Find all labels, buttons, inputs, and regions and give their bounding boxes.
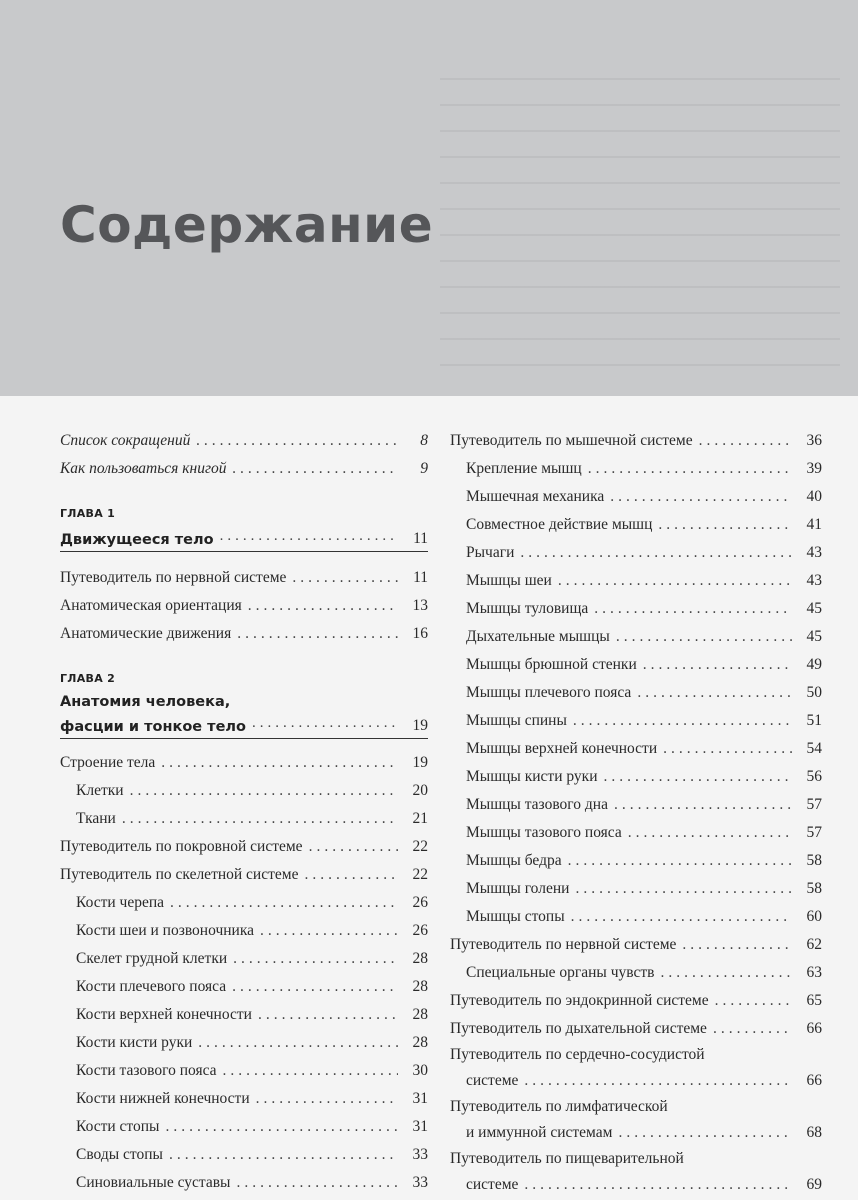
toc-entry[interactable]: Мышцы тазового пояса ..... 57 <box>450 817 822 845</box>
chapter-label: ГЛАВА 1 <box>60 507 116 520</box>
chapter-title-line1: Анатомия человека, <box>60 694 231 710</box>
toc-entry[interactable]: Кости верхней конечности ..... 28 <box>60 999 428 1027</box>
toc-entry-multiline[interactable]: Путеводитель по пищеварительной системе ..... 69 <box>450 1145 822 1197</box>
toc-entry[interactable]: Анатомические движения ..... 16 <box>60 618 428 646</box>
toc-entry[interactable]: Ткани ..... 21 <box>60 803 428 831</box>
toc-entry[interactable]: Мышцы верхней конечности ..... 54 <box>450 733 822 761</box>
toc-entry[interactable]: Крепление мышц ..... 39 <box>450 453 822 481</box>
toc-entry[interactable]: Как пользоваться книгой ..... 9 <box>60 453 428 481</box>
toc-entry[interactable]: Путеводитель по нервной системе ..... 62 <box>450 929 822 957</box>
toc-entry[interactable]: Кости кисти руки ..... 28 <box>60 1027 428 1055</box>
toc-entry[interactable]: Путеводитель по скелетной системе ..... 22 <box>60 859 428 887</box>
toc-entry[interactable]: Мышцы туловища ..... 45 <box>450 593 822 621</box>
toc-entry-multiline[interactable]: Путеводитель по лимфатической и иммунной системам ..... 68 <box>450 1093 822 1145</box>
toc-entry[interactable]: Мышцы бедра ..... 58 <box>450 845 822 873</box>
toc-entry[interactable]: Рычаги ..... 43 <box>450 537 822 565</box>
chapter-label: ГЛАВА 2 <box>60 672 116 685</box>
toc-entry[interactable]: Мышцы спины ..... 51 <box>450 705 822 733</box>
toc-left-column <box>60 425 428 1195</box>
chapter-title: Движущееся тело <box>60 532 214 548</box>
toc-entry[interactable]: Строение тела ..... 19 <box>60 747 428 775</box>
chapter-title-line2: фасции и тонкое тело <box>60 719 246 735</box>
toc-entry[interactable]: Путеводитель по дыхательной системе ..... 66 <box>450 1013 822 1041</box>
toc-entry[interactable]: Мышцы стопы ..... 60 <box>450 901 822 929</box>
toc-entry[interactable]: Путеводитель по нервной системе ..... 11 <box>60 562 428 590</box>
toc-entry[interactable]: Кости плечевого пояса ..... 28 <box>60 971 428 999</box>
toc-entry[interactable]: Дыхательные мышцы ..... 45 <box>450 621 822 649</box>
bleed-through-texture <box>440 60 840 390</box>
chapter-page: 11 <box>413 530 428 547</box>
toc-right-column <box>450 425 822 1197</box>
toc-entry[interactable]: Мышцы кисти руки ..... 56 <box>450 761 822 789</box>
toc-entry[interactable]: Путеводитель по мышечной системе ..... 36 <box>450 425 822 453</box>
toc-entry[interactable]: Мышцы голени ..... 58 <box>450 873 822 901</box>
chapter-2-heading[interactable] <box>60 668 428 739</box>
toc-entry[interactable]: Список сокращений ..... 8 <box>60 425 428 453</box>
toc-entry[interactable]: Мышцы брюшной стенки ..... 49 <box>450 649 822 677</box>
toc-entry[interactable]: Кости нижней конечности ..... 31 <box>60 1083 428 1111</box>
toc-entry[interactable]: Мышцы шеи ..... 43 <box>450 565 822 593</box>
toc-entry[interactable]: Скелет грудной клетки ..... 28 <box>60 943 428 971</box>
chapter-1-heading[interactable] <box>60 503 428 552</box>
toc-entry[interactable]: Синовиальные суставы ..... 33 <box>60 1167 428 1195</box>
toc-entry[interactable]: Путеводитель по покровной системе ..... 22 <box>60 831 428 859</box>
page-title: Содержание <box>60 196 434 254</box>
toc-entry-multiline[interactable]: Путеводитель по сердечно-сосудистой системе ..... 66 <box>450 1041 822 1093</box>
toc-entry[interactable]: Специальные органы чувств ..... 63 <box>450 957 822 985</box>
chapter-page: 19 <box>412 717 428 734</box>
toc-entry[interactable]: Кости стопы ..... 31 <box>60 1111 428 1139</box>
toc-entry[interactable]: Анатомическая ориентация ..... 13 <box>60 590 428 618</box>
toc-entry[interactable]: Своды стопы ..... 33 <box>60 1139 428 1167</box>
toc-entry[interactable]: Мышечная механика ..... 40 <box>450 481 822 509</box>
header-band <box>0 0 858 396</box>
toc-entry[interactable]: Мышцы тазового дна ..... 57 <box>450 789 822 817</box>
toc-entry[interactable]: Клетки ..... 20 <box>60 775 428 803</box>
toc-entry[interactable]: Кости шеи и позвоночника ..... 26 <box>60 915 428 943</box>
toc-entry[interactable]: Совместное действие мышц ..... 41 <box>450 509 822 537</box>
toc-entry[interactable]: Кости тазового пояса ..... 30 <box>60 1055 428 1083</box>
toc-entry[interactable]: Путеводитель по эндокринной системе ..... 65 <box>450 985 822 1013</box>
toc-entry[interactable]: Кости черепа ..... 26 <box>60 887 428 915</box>
toc-entry[interactable]: Мышцы плечевого пояса ..... 50 <box>450 677 822 705</box>
